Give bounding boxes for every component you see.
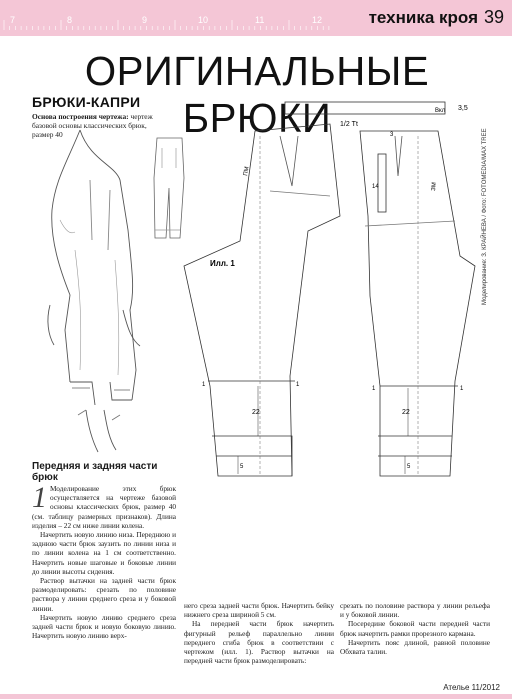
ruler-number: 10 <box>198 15 209 25</box>
front-line-label: ПМ <box>243 166 251 177</box>
bottom-strip <box>0 694 512 699</box>
text-column-1 <box>32 481 176 641</box>
pattern-drawing <box>180 96 480 496</box>
ruler-number: 7 <box>10 15 16 25</box>
page-number: 39 <box>483 7 504 27</box>
dart-depth-label: 3 <box>390 132 394 138</box>
article-heading: Передняя и задняя части брюк <box>32 461 158 483</box>
pocket-length-label: 14 <box>372 184 379 190</box>
paragraph: Моделирование этих брюк осуществляется на чертеже базовой основы классических брюк, размер 40 (см. таблицу размерных признаков). Длина изделия – 22 см ниже линии колена. <box>32 484 176 530</box>
belt-width-label: 3,5 <box>458 105 468 112</box>
length-label-front: 22 <box>252 409 260 416</box>
ruler-number: 9 <box>142 15 148 25</box>
ruler-ticks <box>0 0 330 36</box>
paragraph: Начертить пояс длиной, равной половине Обхвата талии. <box>340 637 490 657</box>
belt-mark-label: Вкл <box>435 108 446 114</box>
back-line-label: ЗМ <box>431 182 438 192</box>
waistband <box>285 102 445 114</box>
narrow-label: 1 <box>372 386 376 392</box>
paragraph: Раствор вытачки на задней части брюк размоделировать: срезать по половине раствора у линии среднего среза и у боковой линии. <box>32 576 176 613</box>
page-title: ОРИГИНАЛЬНЫЕ БРЮКИ <box>84 48 430 141</box>
basis-label: Основа построения чертежа: <box>32 112 129 121</box>
magazine-footer: Ателье 11/2012 <box>443 683 500 692</box>
narrow-label: 1 <box>460 386 464 392</box>
narrow-label: 1 <box>202 382 206 388</box>
paragraph: него среза задней части брюк. Начертить бейку нижнего среза шириной 5 см. <box>184 601 334 620</box>
paragraph: Начертить новую линию низа. Переднюю и заднюю части брюк заузить по линии низа и по линии колена на 1 см соответственно. Начертить новые шаговые и боковые линии до линии высоты сидения. <box>32 530 176 576</box>
paragraph: На передней части брюк начертить фигурный рельеф параллельно линии переднего сгиба брюк в соответствии с чертежом (илл. 1). Раствор вытачки на передней части брюк размоделировать: <box>184 619 334 666</box>
section-title: техника кроя <box>368 8 478 27</box>
half-waist-label: 1/2 Тt <box>340 121 358 128</box>
paragraph: срезать по половине раствора у линии рельефа и у боковой линии. <box>340 601 490 620</box>
narrow-label: 1 <box>296 382 300 388</box>
article-subtitle: БРЮКИ-КАПРИ <box>32 94 141 110</box>
drop-cap: 1 <box>32 481 47 514</box>
model-illustration <box>20 120 190 455</box>
length-label-back: 22 <box>402 409 410 416</box>
text-column-3 <box>340 601 490 656</box>
hem-width-label-front: 5 <box>240 464 244 470</box>
pocket-frame <box>378 154 386 212</box>
illustration-label: Илл. 1 <box>210 259 235 268</box>
front-piece <box>184 124 340 476</box>
ruler-number: 11 <box>255 15 265 25</box>
paragraph: Посередине боковой части передней части брюк начертить рамки прорезного кармана. <box>340 619 490 638</box>
hem-width-label-back: 5 <box>407 464 411 470</box>
back-piece <box>360 131 475 476</box>
basis-text: чертеж базовой основы классических брюк, размер 40 <box>32 112 153 140</box>
ruler-number: 12 <box>312 15 323 25</box>
text-column-2 <box>184 601 334 665</box>
photo-credit: Моделирование: З. КРАЙНЕВА / Фото: FOTOMEDIA/MAX TREE <box>482 128 488 305</box>
paragraph: Начертить новую линию среднего среза задней части брюк и новую боковую линию. Начертить новую линию верх- <box>32 612 176 641</box>
ruler-number: 8 <box>67 15 73 25</box>
